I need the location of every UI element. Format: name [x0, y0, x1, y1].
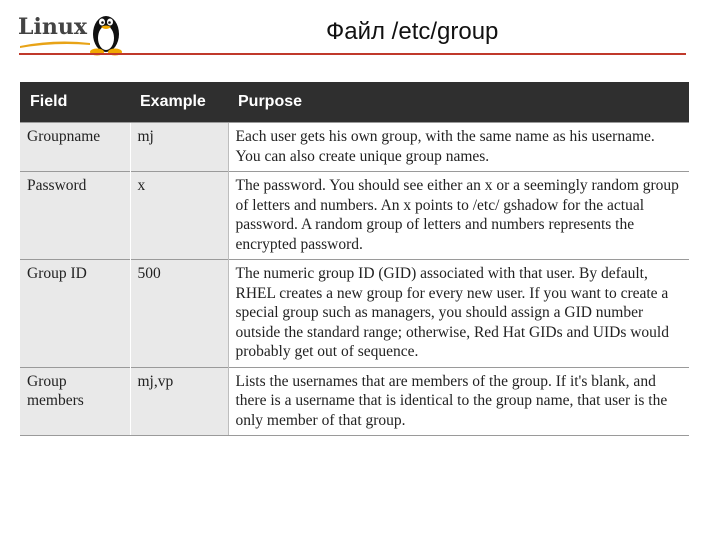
- group-fields-table: [20, 82, 689, 436]
- example-cell: 500: [130, 260, 228, 368]
- column-header-purpose: Purpose: [228, 82, 689, 123]
- purpose-cell: The numeric group ID (GID) associated with that user. By default, RHEL creates a new group for every new user. If you want to create a special group such as managers, you should assign a GID number outside the standard range; otherwise, Red Hat GIDs and UIDs would probably get out of sequence.: [228, 260, 689, 368]
- column-header-field: Field: [20, 82, 130, 123]
- logo-swoosh: [20, 40, 90, 48]
- example-cell: x: [130, 172, 228, 260]
- table-row: [20, 260, 689, 368]
- logo-text: Linux: [18, 14, 87, 40]
- column-header-example: Example: [130, 82, 228, 123]
- field-cell: Group members: [20, 367, 130, 436]
- tux-penguin-icon: [86, 10, 126, 56]
- example-cell: mj: [130, 123, 228, 172]
- field-cell: Groupname: [20, 123, 130, 172]
- field-cell: Password: [20, 172, 130, 260]
- slide-title: Файл /etc/group: [326, 18, 499, 45]
- example-cell: mj,vp: [130, 367, 228, 436]
- table-row: [20, 172, 689, 260]
- table-row: [20, 123, 689, 172]
- linux-logo: [18, 8, 112, 52]
- purpose-cell: The password. You should see either an x or a seemingly random group of letters and numbers. An x points to /etc/ gshadow for the actual password. A random group of letters and numbers represents the encrypted password.: [228, 172, 689, 260]
- table-row: [20, 367, 689, 436]
- purpose-cell: Lists the usernames that are members of the group. If it's blank, and there is a username that is identical to the group name, that user is the only member of that group.: [228, 367, 689, 436]
- field-cell: Group ID: [20, 260, 130, 368]
- purpose-cell: Each user gets his own group, with the same name as his username. You can also create unique group names.: [228, 123, 689, 172]
- title-divider: [19, 53, 686, 55]
- group-fields-table-wrapper: [20, 82, 689, 436]
- table-header-row: [20, 82, 689, 123]
